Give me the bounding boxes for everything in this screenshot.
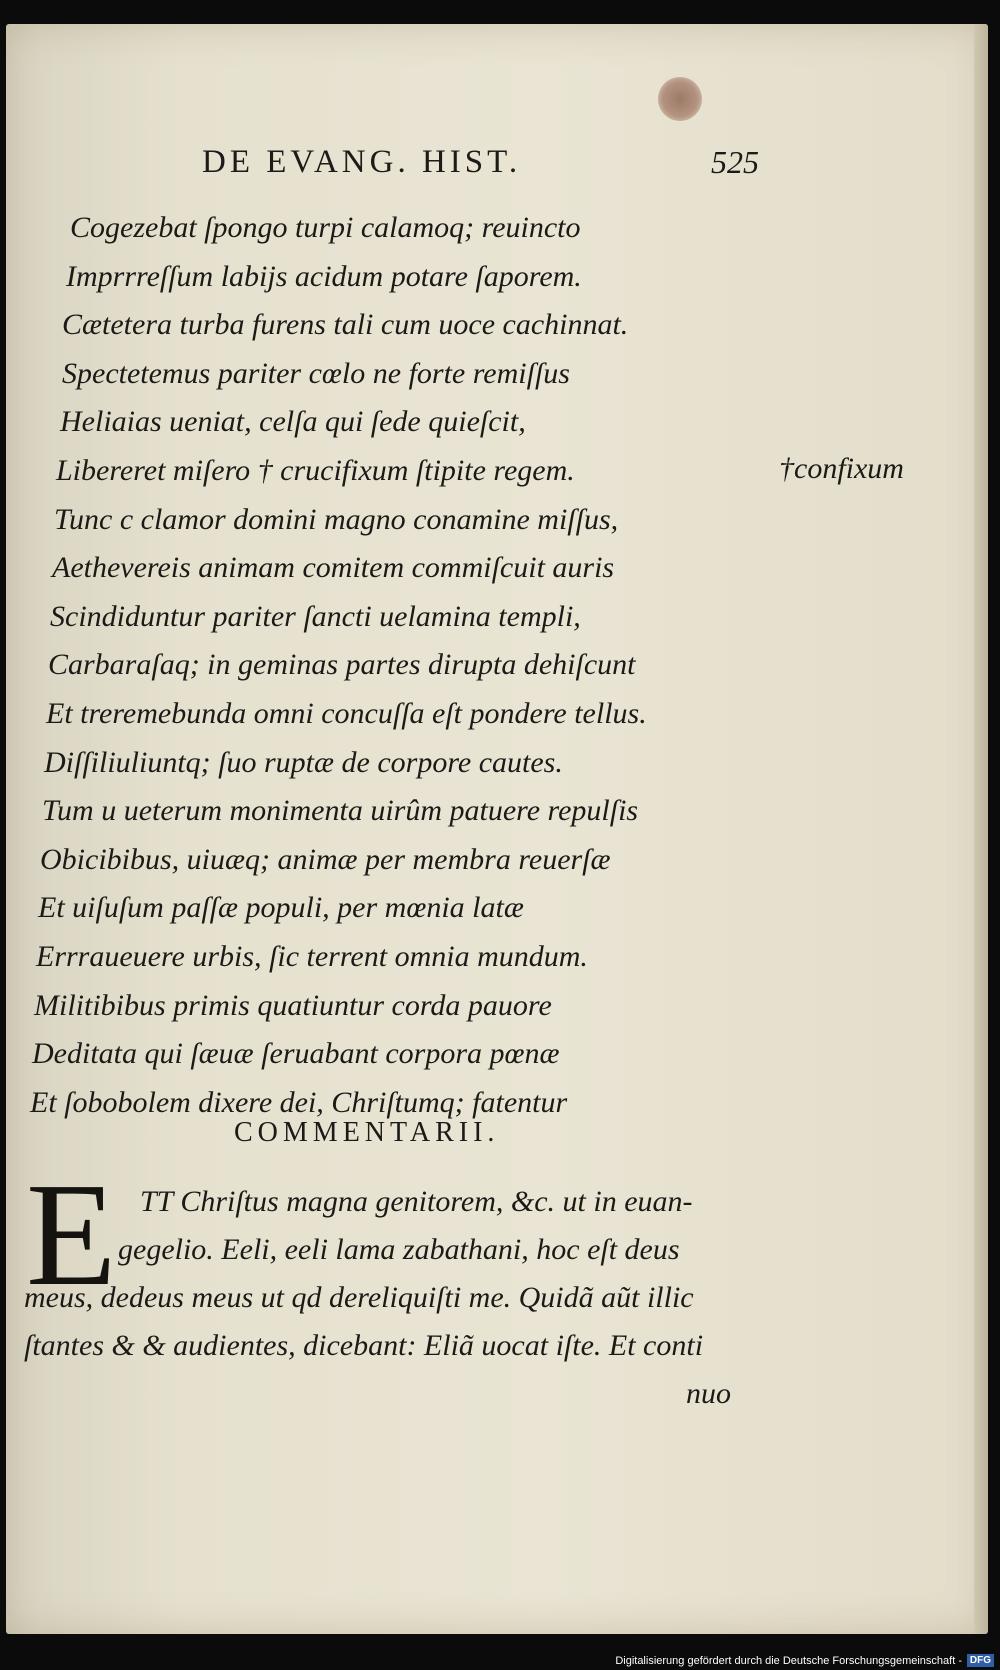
- verse-line: Libereret miſero † crucifixum ſtipite regem.: [56, 453, 575, 487]
- verse-line: Et treremebunda omni concuſſa eſt pondere tellus.: [46, 696, 647, 730]
- verse-line: Tum u ueterum monimenta uirûm patuere repulſis: [42, 794, 639, 828]
- verse-line: Imprrreſſum labijs acidum potare ſaporem.: [66, 259, 582, 293]
- book-page: [6, 24, 988, 1634]
- verse-line: Carbaraſaq; in geminas partes dirupta dehiſcunt: [48, 648, 636, 682]
- verse-line: Scindiduntur pariter ſancti uelamina templi,: [50, 599, 581, 633]
- verse-line: Heliaias ueniat, celſa qui ſede quieſcit,: [60, 405, 526, 439]
- verse-line: Et ſobobolem dixere dei, Chriſtumq; fatentur: [30, 1085, 568, 1119]
- verse-line: Obicibibus, uiuæq; animæ per membra reuerſæ: [40, 842, 611, 876]
- commentary-line: TT Chriſtus magna genitorem, &c. ut in euan-: [140, 1185, 693, 1218]
- verse-line: Aethevereis animam comitem commiſcuit auris: [52, 551, 615, 585]
- digitization-credit: Digitalisierung gefördert durch die Deutsche Forschungsgemeinschaft -: [615, 1655, 962, 1667]
- running-head: DE EVANG. HIST.: [202, 144, 522, 180]
- verse-line: Errraueuere urbis, ſic terrent omnia mundum.: [36, 939, 588, 973]
- page-edge: [974, 24, 988, 1634]
- marginal-note: †confixum: [779, 452, 904, 485]
- verse-block: [30, 204, 890, 1127]
- verse-line: Cogezebat ſpongo turpi calamoq; reuincto: [70, 211, 581, 244]
- verse-line: Deditata qui ſæuæ ſeruabant corpora pœnæ: [32, 1037, 560, 1071]
- verse-line: Militibibus primis quatiuntur corda pauore: [34, 988, 552, 1022]
- dfg-logo: DFG: [967, 1654, 994, 1667]
- section-heading: COMMENTARII.: [234, 1117, 500, 1148]
- verse-line: Cætetera turba furens tali cum uoce cachinnat.: [62, 308, 629, 342]
- commentary-line: ſtantes & & audientes, dicebant: Eliã uocat iſte. Et conti: [24, 1329, 704, 1362]
- commentary-line: meus, dedeus meus ut qd dereliquiſti me. Quidã aũt illic: [24, 1281, 694, 1314]
- page-number: 525: [711, 144, 759, 180]
- commentary-line: gegelio. Eeli, eeli lama zabathani, hoc eſt deus: [118, 1233, 680, 1266]
- verse-line: Diſſiliuliuntq; ſuo ruptæ de corpore cautes.: [44, 745, 563, 779]
- verse-line: Tunc c clamor domini magno conamine miſſus,: [54, 502, 619, 536]
- drop-cap-initial: E: [26, 1153, 117, 1317]
- verse-line: Et uiſuſum paſſæ populi, per mœnia latæ: [38, 891, 524, 925]
- catchword: nuo: [686, 1377, 731, 1410]
- verse-line: Spectetemus pariter cœlo ne forte remiſſus: [62, 356, 570, 390]
- paper-stain: [658, 77, 702, 121]
